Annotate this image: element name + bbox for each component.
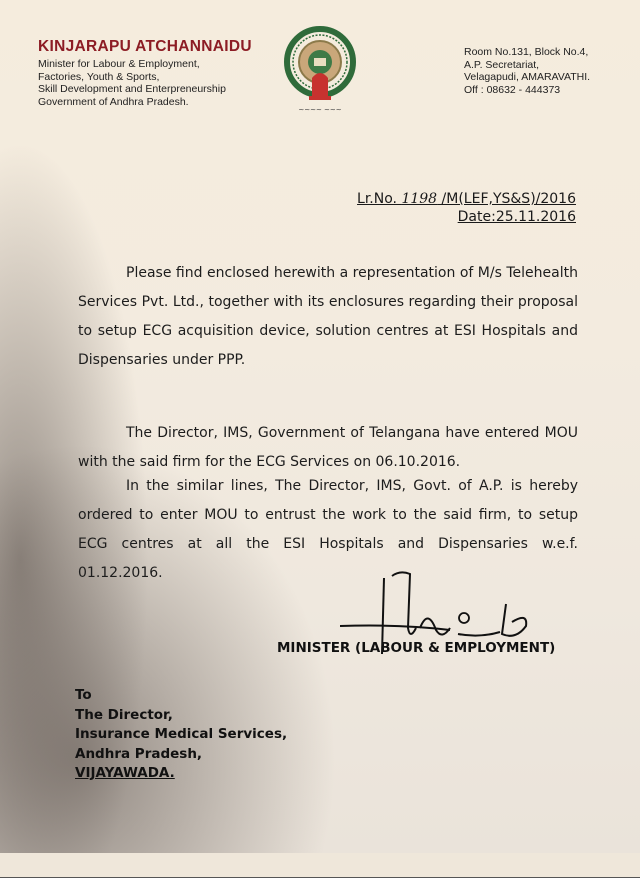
recipient-line: Insurance Medical Services, [75,726,288,742]
letter-number-handwritten: 1198 [401,191,438,207]
letter-number [357,190,576,208]
letterhead-left [38,38,252,108]
designation-line: Minister for Labour & Employment, [38,58,200,70]
reference-block [357,190,576,226]
address-line: Room No.131, Block No.4, [464,46,589,58]
recipient-line: To [75,687,92,703]
recipient-line: The Director, [75,706,173,723]
letter-number-suffix: /M(LEF,YS&S)/2016 [437,191,576,207]
state-emblem-icon [282,26,358,118]
minister-name: KINJARAPU ATCHANNAIDU [38,38,252,55]
designation-line: Factories, Youth & Sports, [38,70,160,83]
designation-line: Skill Development and Enterpreneurship [38,83,226,95]
recipient-city: VIJAYAWADA. [75,765,175,781]
address-line: Off : 08632 - 444373 [464,83,561,96]
letter-number-prefix: Lr.No. [357,191,402,207]
designation-line: Government of Andhra Pradesh. [38,95,189,108]
address-line: A.P. Secretariat, [464,58,540,71]
signatory-title: MINISTER (LABOUR & EMPLOYMENT) [277,640,556,656]
letterhead-address [464,46,590,96]
recipient-line: Andhra Pradesh, [75,745,203,762]
letter-date: Date:25.11.2016 [457,209,576,225]
paragraph-2: The Director, IMS, Government of Telangana have entered MOU with the said firm for the ECG Services on 06.10.2016. [78,425,578,470]
address-line: Velagapudi, AMARAVATHI. [464,71,591,83]
svg-text:~~~~ ~~~: ~~~~ ~~~ [298,106,342,114]
paragraph-1: Please find enclosed herewith a representation of M/s Telehealth Services Pvt. Ltd., together with its enclosures regarding their proposal to setup ECG acquisition device, solution centres at ESI Hospitals and Dispensaries under PPP. [78,265,578,368]
paragraph-3: In the similar lines, The Director, IMS, Govt. of A.P. is hereby ordered to enter MOU to entrust the work to the said firm, to setup ECG centres at all the ESI Hospitals and Dispensaries w.e.f. 01.12.2016. [78,478,578,581]
recipient-address [75,686,287,784]
